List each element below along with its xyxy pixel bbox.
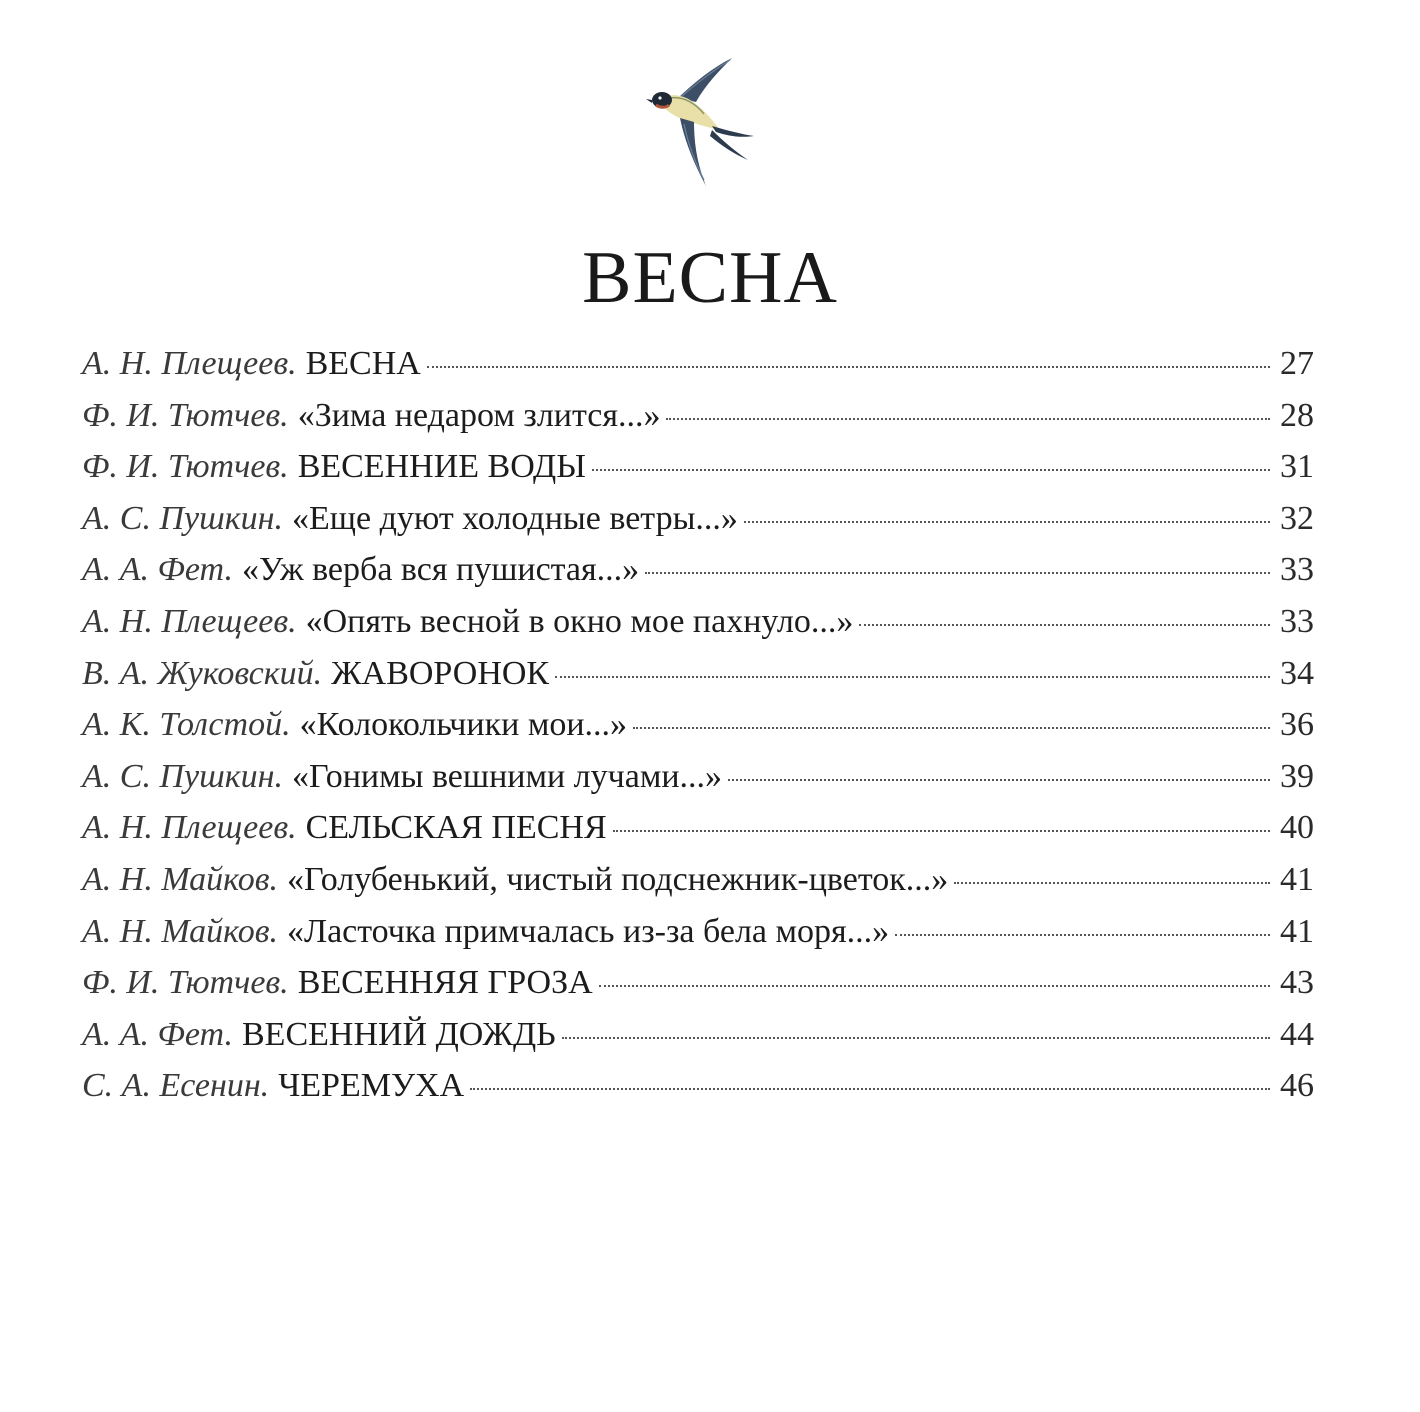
toc-entry-author: А. Н. Плещеев. bbox=[82, 809, 297, 847]
toc-entry bbox=[82, 854, 1314, 906]
toc-entry bbox=[82, 390, 1314, 442]
toc-entry-page-number: 32 bbox=[1280, 499, 1314, 537]
dot-leader bbox=[427, 366, 1270, 368]
toc-entry-page-number: 33 bbox=[1280, 602, 1314, 640]
toc-entry bbox=[82, 441, 1314, 493]
toc-entry-author: С. А. Есенин. bbox=[82, 1067, 270, 1105]
toc-entry-author: А. С. Пушкин. bbox=[82, 757, 284, 795]
toc-entry bbox=[82, 906, 1314, 958]
toc-entry bbox=[82, 648, 1314, 700]
table-of-contents bbox=[82, 338, 1314, 1112]
toc-entry-title: «Колокольчики мои...» bbox=[299, 706, 628, 744]
dot-leader bbox=[613, 830, 1270, 832]
toc-entry-author: А. Н. Плещеев. bbox=[82, 345, 297, 382]
toc-entry-page-number: 44 bbox=[1280, 1015, 1314, 1053]
dot-leader bbox=[859, 624, 1270, 626]
toc-entry-page-number: 41 bbox=[1280, 860, 1314, 898]
toc-entry bbox=[82, 802, 1314, 854]
toc-entry bbox=[82, 699, 1314, 751]
toc-entry bbox=[82, 596, 1314, 648]
toc-entry bbox=[82, 1060, 1314, 1112]
toc-entry-page-number: 39 bbox=[1280, 757, 1314, 795]
dot-leader bbox=[470, 1088, 1270, 1090]
toc-entry-page-number: 28 bbox=[1280, 396, 1314, 434]
toc-entry-author: А. Н. Майков. bbox=[82, 912, 279, 950]
dot-leader bbox=[954, 882, 1270, 884]
toc-entry-title: «Зима недаром злится...» bbox=[297, 396, 661, 434]
dot-leader bbox=[744, 521, 1270, 523]
toc-entry bbox=[82, 544, 1314, 596]
toc-entry-title: «Гонимы вешними лучами...» bbox=[292, 757, 723, 795]
toc-entry-author: А. С. Пушкин. bbox=[82, 499, 284, 537]
toc-entry bbox=[82, 1009, 1314, 1061]
toc-entry-title: ВЕСНА bbox=[305, 345, 421, 382]
dot-leader bbox=[592, 469, 1270, 471]
toc-entry-title: ЖАВОРОНОК bbox=[331, 654, 550, 692]
toc-entry-page-number: 27 bbox=[1280, 345, 1314, 382]
dot-leader bbox=[562, 1037, 1270, 1039]
toc-entry bbox=[82, 957, 1314, 1009]
toc-entry-author: А. Н. Плещеев. bbox=[82, 602, 297, 640]
toc-entry-page-number: 36 bbox=[1280, 706, 1314, 744]
toc-entry-page-number: 40 bbox=[1280, 809, 1314, 847]
toc-entry-page-number: 31 bbox=[1280, 448, 1314, 486]
dot-leader bbox=[633, 727, 1270, 729]
toc-entry bbox=[82, 751, 1314, 803]
toc-entry-title: «Голубенький, чистый подснежник-цветок...» bbox=[287, 860, 949, 898]
toc-entry-page-number: 43 bbox=[1280, 964, 1314, 1002]
toc-entry-author: А. А. Фет. bbox=[82, 551, 233, 589]
toc-entry-author: А. Н. Майков. bbox=[82, 860, 279, 898]
toc-entry-title: «Ласточка примчалась из-за бела моря...» bbox=[287, 912, 890, 950]
toc-entry-author: Ф. И. Тютчев. bbox=[82, 964, 289, 1002]
dot-leader bbox=[728, 779, 1270, 781]
toc-entry-title: ВЕСЕННИЕ ВОДЫ bbox=[297, 448, 586, 486]
dot-leader bbox=[599, 985, 1270, 987]
toc-entry-title: «Уж верба вся пушистая...» bbox=[242, 551, 640, 589]
section-title: ВЕСНА bbox=[582, 237, 838, 319]
toc-entry-author: А. К. Толстой. bbox=[82, 706, 291, 744]
swallow-icon bbox=[640, 52, 760, 192]
dot-leader bbox=[645, 572, 1270, 574]
toc-entry-page-number: 41 bbox=[1280, 912, 1314, 950]
toc-entry-title: СЕЛЬСКАЯ ПЕСНЯ bbox=[305, 809, 607, 847]
toc-entry-author: Ф. И. Тютчев. bbox=[82, 396, 289, 434]
toc-entry-title: «Еще дуют холодные ветры...» bbox=[292, 499, 738, 537]
toc-entry-page-number: 34 bbox=[1280, 654, 1314, 692]
toc-entry-page-number: 46 bbox=[1280, 1067, 1314, 1105]
toc-entry-title: ВЕСЕННИЙ ДОЖДЬ bbox=[242, 1015, 556, 1053]
dot-leader bbox=[555, 676, 1270, 678]
toc-entry-title: «Опять весной в окно мое пахнуло...» bbox=[305, 602, 854, 640]
toc-entry-title: ВЕСЕННЯЯ ГРОЗА bbox=[297, 964, 593, 1002]
toc-entry-author: А. А. Фет. bbox=[82, 1015, 233, 1053]
dot-leader bbox=[666, 418, 1270, 420]
toc-entry-author: Ф. И. Тютчев. bbox=[82, 448, 289, 486]
toc-entry-author: В. А. Жуковский. bbox=[82, 654, 323, 692]
toc-entry-title: ЧЕРЕМУХА bbox=[278, 1067, 465, 1105]
toc-entry bbox=[82, 338, 1314, 390]
toc-entry bbox=[82, 493, 1314, 545]
toc-entry-page-number: 33 bbox=[1280, 551, 1314, 589]
dot-leader bbox=[895, 934, 1270, 936]
